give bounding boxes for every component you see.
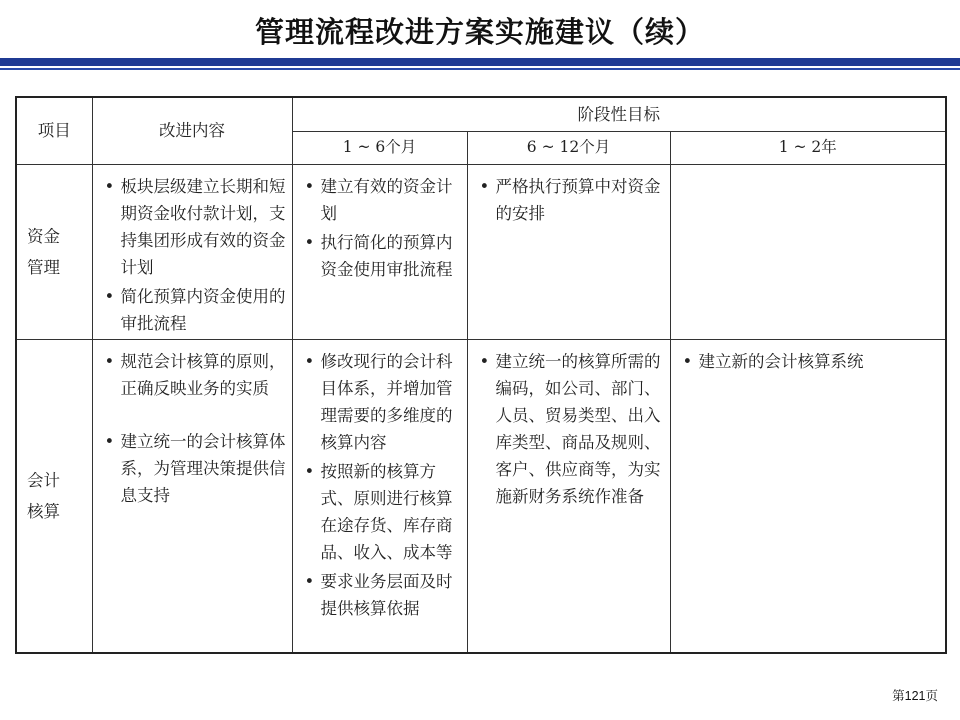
table-row (16, 339, 946, 653)
list-item: • 按照新的核算方式、原则进行核算在途存货、库存商品、收入、成本等 (297, 458, 463, 566)
list-item: • 板块层级建立长期和短期资金收付款计划，支持集团形成有效的资金计划 (97, 173, 288, 281)
list-item: • 建立统一的核算所需的编码，如公司、部门、人员、贸易类型、出入库类型、商品及规则、客户、供应商等，为实施新财务系统作准备 (472, 348, 666, 510)
header-stage-goal: 阶段性目标 (292, 97, 946, 131)
header-period-2: 6 ~ 12个月 (467, 131, 670, 164)
content-cell (92, 164, 292, 339)
list-item: • 要求业务层面及时提供核算依据 (297, 568, 463, 622)
list-item: • 规范会计核算的原则，正确反映业务的实质 (97, 348, 288, 402)
period-1-cell (292, 164, 467, 339)
page-number: 第121页 (892, 689, 938, 703)
period-3-cell (670, 164, 946, 339)
list-item: • 建立有效的资金计划 (297, 173, 463, 227)
plan-table (15, 96, 947, 654)
row-label: 会计 核算 (16, 339, 92, 653)
header-period-1: 1 ~ 6个月 (292, 131, 467, 164)
row-label: 资金 管理 (16, 164, 92, 339)
list-item: • 建立新的会计核算系统 (675, 348, 942, 375)
list-item: • 严格执行预算中对资金的安排 (472, 173, 666, 227)
title-divider-thin (0, 68, 960, 70)
table-row (16, 164, 946, 339)
period-1-cell (292, 339, 467, 653)
header-item: 项目 (16, 97, 92, 164)
content-cell (92, 339, 292, 653)
header-row (16, 97, 946, 131)
list-item: • 执行简化的预算内资金使用审批流程 (297, 229, 463, 283)
list-item: • 修改现行的会计科目体系，并增加管理需要的多维度的核算内容 (297, 348, 463, 456)
list-item: • 简化预算内资金使用的审批流程 (97, 283, 288, 337)
period-2-cell (467, 339, 670, 653)
period-3-cell (670, 339, 946, 653)
header-period-3: 1 ~ 2年 (670, 131, 946, 164)
list-item: • 建立统一的会计核算体系，为管理决策提供信息支持 (97, 428, 288, 509)
page-title: 管理流程改进方案实施建议（续） (254, 15, 705, 49)
period-2-cell (467, 164, 670, 339)
title-divider (0, 58, 960, 66)
header-content: 改进内容 (92, 97, 292, 164)
